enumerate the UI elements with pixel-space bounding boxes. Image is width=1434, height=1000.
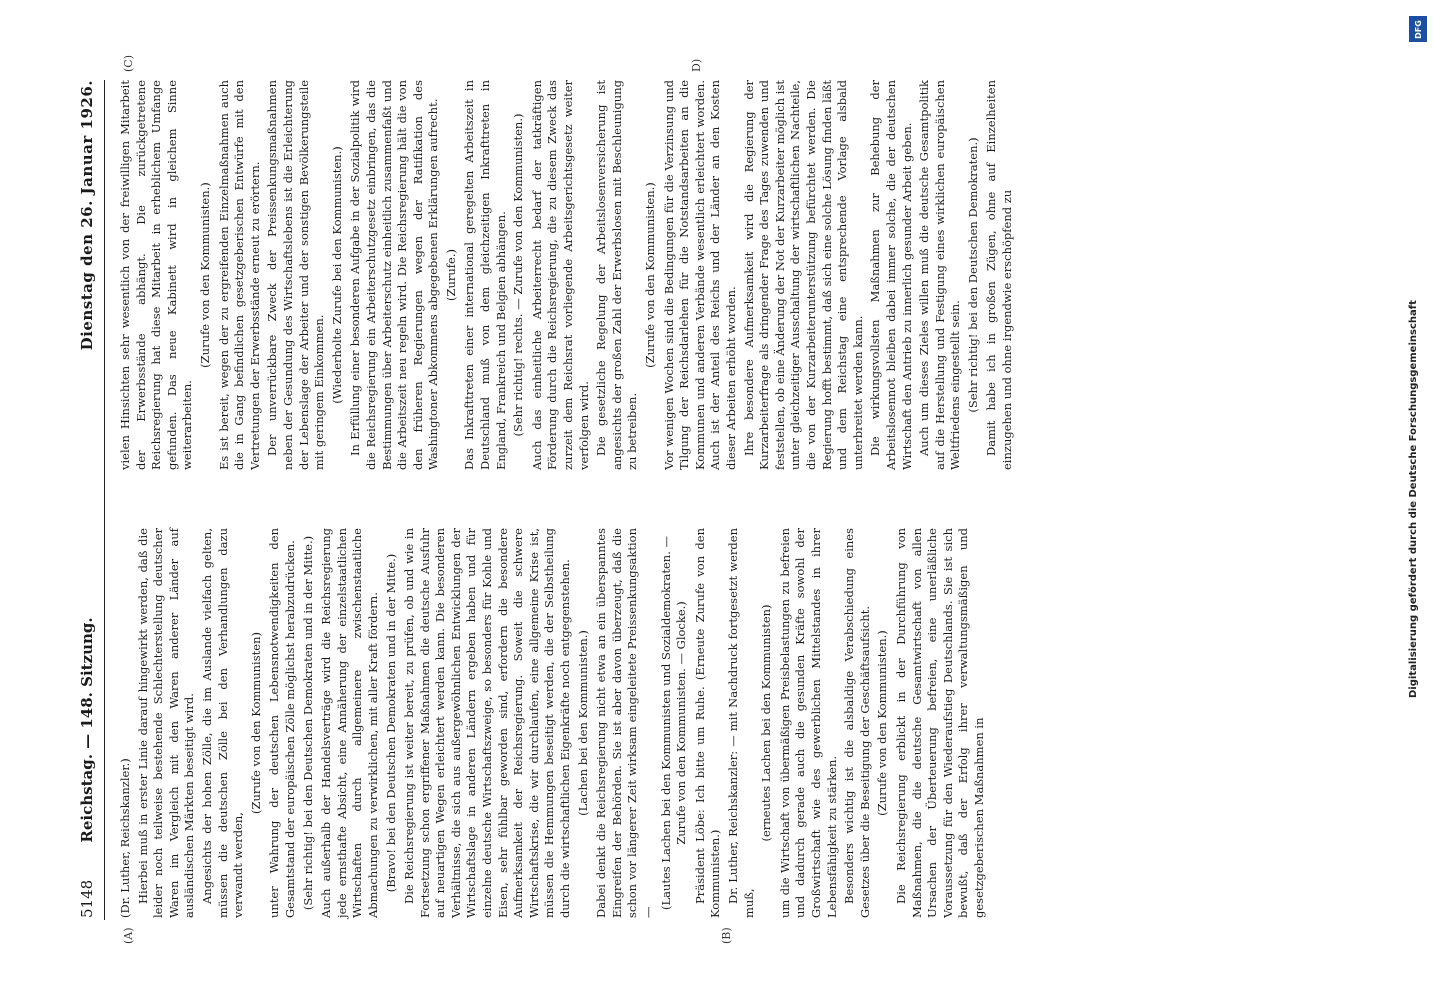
running-header-left: Reichstag. — 148. Sitzung. xyxy=(78,617,96,843)
interjection: (Wiederholte Zurufe bei den Kommunisten.) xyxy=(329,146,344,404)
paragraph: Die gesetzliche Regelung der Arbeitslosenversicherung ist angesichts der großen Zahl der Erwerbslosen mit Beschleunigung zu betreiben. xyxy=(594,80,640,470)
interjection: (Lautes Lachen bei den Kommunisten und Sozialdemokraten. — Zurufe von den Kommunisten. — Glocke.) xyxy=(658,535,689,911)
page-number: 5148 xyxy=(78,879,96,918)
paragraph: Hierbei muß in erster Linie darauf hingewirkt werden, daß die leider noch teilweise bestehende Schlechterstellung deutscher Waren im Vergleich mit den Waren anderer Länder auf ausländischen Märkten beseitigt wird. xyxy=(135,528,197,918)
interjection: (Zurufe von den Kommunisten.) xyxy=(197,182,212,368)
interjection: (Sehr richtig! rechts. — Zurufe von den Kommunisten.) xyxy=(511,113,526,437)
paragraph: Auch um dieses Zieles willen muß die deutsche Gesamtpolitik auf die Herstellung und Festigung eines wirklichen europäischen Weltfriedens eingestellt sein. xyxy=(917,80,963,470)
paragraph: Angesichts der hohen Zölle, die im Auslande vielfach gelten, müssen die deutschen Zölle bei den Verhandlungen dazu verwandt werden, xyxy=(199,528,246,918)
paragraph: Dr. Luther, Reichskanzler: — mit Nachdruck fortgesetzt werden muß, xyxy=(725,528,756,918)
paragraph: Ihre besondere Aufmerksamkeit wird die Regierung der Kurzarbeiterfrage als dringender Frage des Tages zuwenden und feststellen, ob eine Änderung der Not der Kurzarbeiter möglich ist unter gleichzeitiger Ausschaltung der wirtschaftlichen Nachteile, die von der Kurzarbeiterunterstützung befürchtet werden. Die Regierung hofft bestimmt, daß sich eine solche Lösung finden läßt und dem Reichstag eine entsprechende Vorlage alsbald unterbreitet werden kann. xyxy=(741,80,865,470)
header-rule xyxy=(104,80,105,920)
interjection: (Zurufe von den Kommunisten.) xyxy=(875,630,890,816)
margin-mark-a: (A) xyxy=(122,927,135,944)
paragraph: Besonders wichtig ist die alsbaldige Verabschiedung eines Gesetzes über die Beseitigung der Geschäftsaufsicht. xyxy=(842,528,872,918)
paragraph: Dabei denkt die Reichsregierung nicht etwa an ein überspanntes Eingreifen der Behörden. Sie ist aber davon überzeugt, daß die schon vor längerer Zeit wirksam eingeleitete Preissenkungsaktion — xyxy=(594,528,655,918)
paragraph: vielen Hinsichten sehr wesentlich von der freiwilligen Mitarbeit der Erwerbsstände abhängt. Die zurückgetretene Reichsregierung hat diese Mitarbeit in erheblichem Umfange gefunden. Das neue Kabinett wird in gleichem Sinne weiterarbeiten. xyxy=(118,80,195,470)
interjection: (Sehr richtig! bei den Deutschen Demokraten.) xyxy=(965,137,980,413)
paragraph: Die wirkungsvollsten Maßnahmen zur Behebung der Arbeitslosennot bleiben dabei immer solche, die der deutschen Wirtschaft den Antrieb zu innerlich gesunder Arbeit geben. xyxy=(868,80,914,470)
running-header-right: Dienstag den 26. Januar 1926. xyxy=(78,80,96,351)
paragraph: Der unverrückbare Zweck der Preissenkungsmaßnahmen neben der Gesundung des Wirtschaftslebens ist die Erleichterung der Lebenslage der Arbeiter und der sonstigen Bevölkerungsteile mit geringem Einkommen. xyxy=(265,80,327,470)
paragraph: Die Reichsregierung ist weiter bereit, zu prüfen, ob und wie in Fortsetzung schon ergriffener Maßnahmen die deutsche Ausfuhr auf neuartigen Wegen erleichtert werden kann. Die besonderen Verhältnisse, die sich aus außergewöhnlichen Entwicklungen der Wirtschaftslage in anderen Ländern ergeben haben und für einzelne deutsche Wirtschaftszweige, so besonders für Kohle und Eisen, sehr fühlbar geworden sind, erfordern die besondere Aufmerksamkeit der Reichsregierung. Soweit die schwere Wirtschaftskrise, die wir durchlaufen, eine allgemeine Krise ist, müssen die Hemmungen beseitigt werden, die der Selbstheilung durch die wirtschaftlichen Eigenkräfte noch entgegenstehen. xyxy=(402,528,573,918)
paragraph: unter Wahrung der deutschen Lebensnotwendigkeiten den Gesamtstand der europäischen Zölle möglichst herabzudrücken. xyxy=(267,528,297,918)
paragraph: um die Wirtschaft von übermäßigen Preisbelastungen zu befreien und dadurch gerade auch die gesunden Kräfte sowohl der Großwirtschaft wie des gewerblichen Mittelstandes in ihrer Lebensfähigkeit zu stärken. xyxy=(777,528,839,918)
interjection: (Zurufe von den Kommunisten.) xyxy=(643,182,657,368)
interjection: (Lachen bei den Kommunisten.) xyxy=(575,630,590,816)
dfg-logo: DFG xyxy=(1409,16,1427,42)
interjection: (Sehr richtig! bei den Deutschen Demokraten und in der Mitte.) xyxy=(300,535,315,911)
paragraph: In Erfüllung einer besonderen Aufgabe in der Sozialpolitik wird die Reichsregierung ein Arbeiterschutzgesetz einbringen, das die Bestimmungen über Arbeiterschutz einheitlich zusammenfaßt und die Arbeitszeit neu regeln wird. Die Reichsregierung hält die von den früheren Regierungen wegen der Ratifikation des Washingtoner Abkommens abgegebenen Erklärungen aufrecht. xyxy=(348,80,441,470)
right-column xyxy=(118,80,1018,470)
interjection: (erneutes Lachen bei den Kommunisten) xyxy=(759,604,774,842)
interjection: (Bravo! bei den Deutschen Demokraten und in der Mitte.) xyxy=(383,553,398,893)
paragraph: Es ist bereit, wegen der zu ergreifenden Einzelmaßnahmen auch die in Gang befindlichen gesetzgeberischen Entwürfe mit den Vertretungen der Erwerbsstände erneut zu erörtern. xyxy=(216,80,262,470)
margin-mark-d: D) xyxy=(690,58,703,72)
paragraph: (Dr. Luther, Reichskanzler.) xyxy=(118,758,132,918)
left-column xyxy=(118,528,989,918)
funding-note: Digitalisierung gefördert durch die Deutsche Forschungsgemeinschaft xyxy=(1408,300,1419,698)
paragraph: Vor wenigen Wochen sind die Bedingungen für die Verzinsung und Tilgung der Reichsdarlehen für die Notstandsarbeiten an die Kommunen und anderen Verbände wesentlich erleichtert worden. Auch ist der Anteil des Reichs und der Länder an den Kosten dieser Arbeiten erhöht worden. xyxy=(661,80,738,470)
paragraph: Auch außerhalb der Handelsverträge wird die Reichsregierung jede ernsthafte Absicht, eine Annäherung der einzelstaatlichen Wirtschaften durch allgemeinere zwischenstaatliche Abmachungen zu verwirklichen, mit aller Kraft fördern. xyxy=(319,528,380,918)
paragraph: Die Reichsregierung erblickt in der Durchführung von Maßnahmen, die die deutsche Gesamtwirtschaft von allen Ursachen der Überteuerung befreien, eine unerläßliche Voraussetzung für den Wiederaufstieg Deutschlands. Sie ist sich bewußt, daß der Erfolg ihrer verwaltungsmäßigen und gesetzgeberischen Maßnahmen in xyxy=(893,528,986,918)
interjection: (Zurufe.) xyxy=(443,249,458,301)
interjection: (Zurufe von den Kommunisten) xyxy=(248,632,263,814)
sidebar-attribution xyxy=(1404,8,1432,708)
paragraph: Präsident Löbe: Ich bitte um Ruhe. (Erneute Zurufe von den Kommunisten.) xyxy=(692,528,723,918)
margin-mark-c: (C) xyxy=(122,55,135,72)
paragraph: Das Inkrafttreten einer international geregelten Arbeitszeit in Deutschland muß von dem gleichzeitigen Inkrafttreten in England, Frankreich und Belgien abhängen. xyxy=(462,80,508,470)
paragraph: Auch das einheitliche Arbeiterrecht bedarf der tatkräftigen Förderung durch die Reichsregierung, die zu diesem Zweck das zurzeit dem Reichsrat vorliegende Arbeitsgerichtsgesetz weiter verfolgen wird. xyxy=(529,80,591,470)
paragraph: Damit habe ich in großen Zügen, ohne auf Einzelheiten einzugehen und ohne irgendwie erschöpfend zu xyxy=(984,80,1015,470)
margin-mark-b: (B) xyxy=(720,927,733,944)
